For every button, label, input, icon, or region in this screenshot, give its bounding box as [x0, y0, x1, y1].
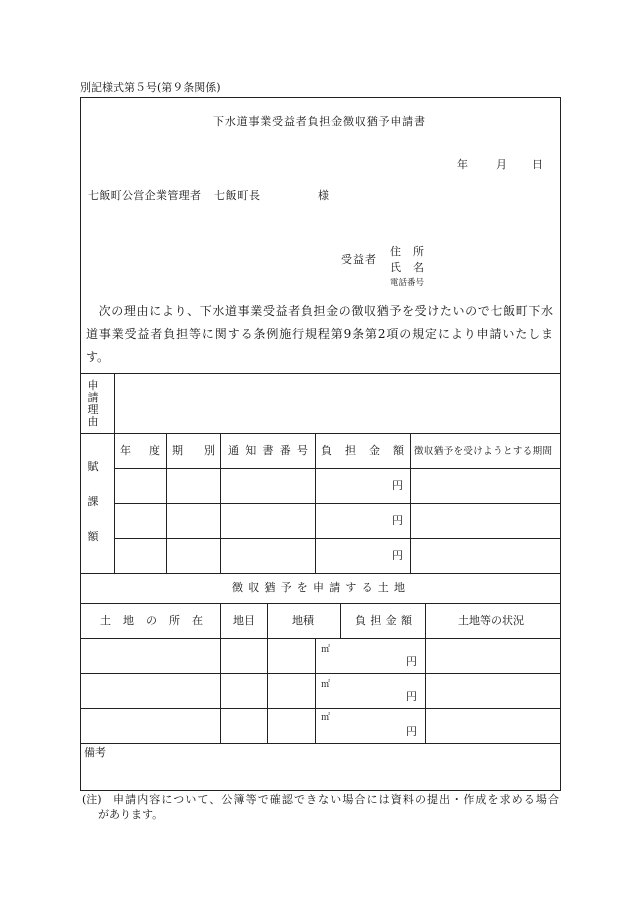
table-rule-horizontal	[80, 638, 561, 639]
land-header-area: 地積	[292, 614, 314, 627]
land-amount-unit: 円	[406, 725, 417, 738]
table-rule-horizontal	[80, 433, 561, 434]
assessment-header-fiscal-year: 年度	[120, 444, 160, 457]
table-rule-vertical	[220, 433, 221, 574]
land-section-heading: 徴収猶予を申請する土地	[232, 581, 405, 594]
table-rule-vertical	[340, 603, 341, 639]
date-year-label: 年	[457, 158, 468, 171]
table-rule-horizontal	[80, 673, 561, 674]
assessment-amount-unit: 円	[392, 479, 403, 492]
date-day-label: 日	[532, 158, 543, 171]
assessment-amount-unit: 円	[392, 514, 403, 527]
table-rule-vertical	[315, 433, 316, 574]
applicant-phone-label: 電話番号	[390, 278, 425, 288]
form-title: 下水道事業受益者負担金徴収猶予申請書	[213, 115, 425, 128]
table-rule-horizontal	[80, 573, 561, 574]
assessment-header-amount: 負担金額	[321, 444, 404, 457]
table-rule-horizontal	[80, 743, 561, 744]
table-rule-vertical	[267, 603, 268, 744]
table-rule-vertical	[315, 638, 316, 744]
table-rule-horizontal	[80, 708, 561, 709]
land-amount-unit: 円	[406, 655, 417, 668]
statement-line: す。	[86, 350, 110, 364]
note-line: があります。	[98, 808, 164, 821]
addressee-office: 七飯町公営企業管理者	[88, 189, 201, 202]
statement-line: 次の理由により、下水道事業受益者負担金の徴収猶予を受けたいので七飯町下水	[86, 304, 553, 318]
reason-label: 申請理由	[87, 379, 99, 428]
form-number: 別記様式第５号(第９条関係)	[80, 81, 221, 94]
remarks-label: 備考	[84, 746, 106, 759]
land-header-status: 土地等の状況	[458, 614, 524, 627]
assessment-amount-unit: 円	[392, 549, 403, 562]
land-area-unit: ㎡	[321, 645, 331, 655]
land-area-unit: ㎡	[321, 680, 331, 690]
applicant-label: 受益者	[341, 253, 376, 266]
land-area-unit: ㎡	[321, 713, 331, 723]
note-line: 申請内容について、公簿等で確認できない場合には資料の提出・作成を求める場合	[113, 793, 559, 806]
applicant-name-label: 氏名	[390, 261, 424, 274]
table-rule-horizontal	[80, 603, 561, 604]
assessment-label: 賦課額	[87, 460, 99, 543]
land-amount-unit: 円	[406, 690, 417, 703]
statement-line: 道事業受益者負担等に関する条例施行規程第9条第2項の規定により申請いたしま	[86, 327, 553, 341]
table-rule-vertical	[410, 433, 411, 574]
table-rule-vertical	[166, 433, 167, 574]
applicant-address-label: 住所	[390, 245, 424, 258]
note-marker: (注)	[82, 793, 102, 806]
land-header-location: 土地の所在	[100, 614, 203, 627]
assessment-header-notice-number: 通知書番号	[228, 444, 308, 457]
table-rule-vertical	[220, 603, 221, 744]
table-rule-vertical	[425, 603, 426, 744]
table-rule-horizontal	[114, 503, 561, 504]
assessment-header-period: 期別	[172, 444, 215, 457]
land-header-amount: 負担金額	[355, 614, 412, 627]
addressee-mayor: 七飯町長	[214, 189, 260, 202]
table-rule-horizontal	[114, 538, 561, 539]
table-rule-horizontal	[80, 373, 561, 374]
addressee-honorific: 様	[318, 189, 329, 202]
assessment-header-deferral-period: 徴収猶予を受けようとする期間	[414, 446, 552, 457]
land-header-category: 地目	[233, 614, 255, 627]
table-rule-vertical	[114, 373, 115, 574]
date-month-label: 月	[496, 158, 507, 171]
table-rule-horizontal	[114, 468, 561, 469]
